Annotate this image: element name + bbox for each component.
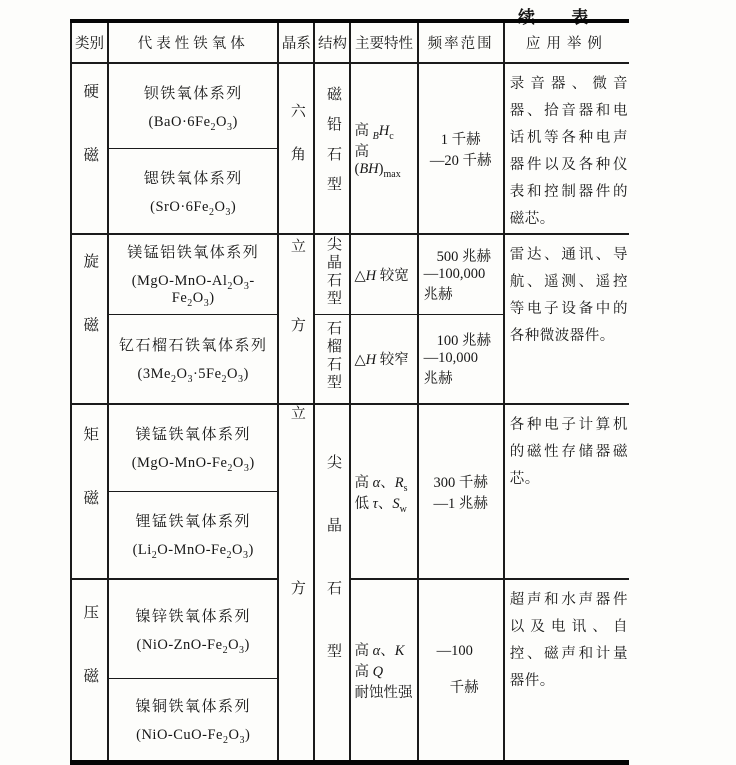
structure-label: 磁铅石型 [324, 86, 341, 206]
ferrite-classification-table [70, 19, 629, 765]
header-properties: 主要特性 [350, 21, 417, 63]
table-row [71, 234, 629, 314]
structure-cell [314, 314, 350, 404]
structure-label: 尖晶石型 [324, 235, 341, 308]
property-line: 低 τ、$S_w$ [354, 495, 407, 515]
application-text: 录音器、微音器、拾音器和电话机等各种电声器件以及各种仪表和控制器件的磁芯。 [509, 76, 628, 227]
category-label: 压磁 [81, 604, 99, 731]
property-line: 高 $(BH)_{max}$ [354, 144, 401, 180]
application-cell [504, 63, 629, 234]
ferrite-cell [108, 314, 278, 404]
ferrite-formula: $(BaO\cdot 6Fe_2O_3)$ [148, 113, 238, 133]
property-line: △H 较窄 [354, 352, 409, 369]
application-text: 雷达、通讯、导航、遥测、遥控等电子设备中的各种微波器件。 [509, 247, 628, 344]
crystal-system-cell [278, 63, 314, 234]
header-ferrite: 代表性铁氧体 [108, 21, 278, 63]
ferrite-formula: $(3Me_2O_3\cdot 5Fe_2O_3)$ [137, 366, 249, 386]
property-line: 高 α、K [354, 642, 405, 659]
frequency-cell [418, 314, 504, 404]
header-applications: 应用举例 [504, 21, 629, 63]
ferrite-name: 镍锌铁氧体系列 [135, 608, 251, 625]
header-category: 类别 [71, 21, 108, 63]
structure-label: 尖晶石型 [324, 454, 341, 706]
category-cell-hard-magnetic [71, 63, 108, 234]
frequency-line: 100 兆赫 [436, 333, 491, 350]
ferrite-name: 锂锰铁氧体系列 [135, 514, 251, 531]
header-frequency: 频率范围 [418, 21, 504, 63]
ferrite-formula: $(NiO-CuO-Fe_2O_3)$ [136, 727, 251, 746]
frequency-cell [418, 234, 504, 314]
structure-cell [314, 63, 350, 234]
application-cell [504, 579, 629, 763]
frequency-cell [418, 404, 504, 579]
property-line: 高 $_BH_c$ [354, 123, 394, 142]
structure-cell [314, 234, 350, 314]
table-row [71, 63, 629, 149]
category-label: 旋磁 [81, 253, 99, 380]
ferrite-name: 钇石榴石铁氧体系列 [118, 338, 268, 355]
ferrite-name: 钡铁氧体系列 [143, 85, 243, 102]
crystal-system-label: 立方 [288, 405, 305, 755]
category-cell-piezomagnetic [71, 579, 108, 763]
frequency-line: —10,000 [423, 350, 478, 367]
properties-cell [350, 404, 417, 579]
ferrite-name: 镁锰铝铁氧体系列 [127, 245, 260, 262]
frequency-line: 500 兆赫 [436, 248, 491, 265]
category-cell-gyromagnetic [71, 234, 108, 404]
frequency-line: 兆赫 [423, 371, 453, 388]
property-line: 高 α、$R_s$ [354, 474, 408, 494]
ferrite-cell [108, 149, 278, 235]
frequency-line: 1 千赫 [440, 131, 481, 148]
structure-cell [314, 404, 350, 763]
table-row [71, 404, 629, 491]
properties-cell [350, 579, 417, 763]
ferrite-cell [108, 234, 278, 314]
ferrite-cell [108, 404, 278, 491]
table-row [71, 579, 629, 679]
application-cell [504, 404, 629, 579]
ferrite-formula: $(Li_2O-MnO-Fe_2O_3)$ [132, 542, 254, 562]
ferrite-formula: $(NiO-ZnO-Fe_2O_3)$ [136, 636, 250, 656]
crystal-system-label: 六角 [288, 103, 305, 189]
crystal-system-label: 立方 [288, 237, 305, 396]
properties-cell [350, 234, 417, 314]
frequency-line: 兆赫 [423, 286, 453, 303]
crystal-system-cell [278, 404, 314, 763]
properties-cell [350, 63, 417, 234]
header-structure: 结构 [314, 21, 350, 63]
ferrite-cell [108, 63, 278, 149]
ferrite-formula: ($MgO-MnO-Al_2O_3-$ $Fe_2O_3$) [131, 273, 255, 310]
header-row [71, 21, 629, 63]
property-line: △H 较宽 [354, 267, 409, 284]
frequency-line: —20 千赫 [429, 152, 492, 169]
frequency-line: —100,000 [423, 265, 486, 282]
ferrite-name: 镁锰铁氧体系列 [135, 427, 251, 444]
frequency-line: —100 [436, 643, 473, 659]
ferrite-name: 锶铁氧体系列 [143, 170, 243, 187]
ferrite-cell [108, 579, 278, 679]
application-cell [504, 234, 629, 404]
property-line: 高 Q [354, 663, 384, 680]
category-label: 硬磁 [81, 82, 99, 210]
ferrite-formula: $(MgO-MnO-Fe_2O_3)$ [131, 455, 255, 475]
application-text: 各种电子计算机的磁性存储器磁芯。 [509, 417, 628, 487]
frequency-cell [418, 579, 504, 763]
ferrite-cell [108, 491, 278, 579]
category-label: 矩磁 [81, 425, 99, 553]
property-line: 耐蚀性强 [354, 684, 413, 701]
ferrite-formula: $(SrO\cdot 6Fe_2O_3)$ [150, 198, 237, 218]
ferrite-name: 镍铜铁氧体系列 [135, 699, 251, 715]
frequency-line: —1 兆赫 [433, 495, 488, 512]
frequency-line: 300 千赫 [433, 474, 488, 491]
header-crystal-system: 晶系 [278, 21, 314, 63]
properties-cell [350, 314, 417, 404]
structure-label: 石榴石型 [324, 320, 341, 393]
frequency-cell [418, 63, 504, 234]
application-text: 超声和水声器件以及电讯、自控、磁声和计量器件。 [509, 592, 628, 689]
crystal-system-cell [278, 234, 314, 404]
continued-table-label: 续 表 [518, 8, 605, 27]
ferrite-cell [108, 679, 278, 763]
category-cell-rectangular-loop [71, 404, 108, 579]
frequency-line: 千赫 [449, 680, 479, 696]
